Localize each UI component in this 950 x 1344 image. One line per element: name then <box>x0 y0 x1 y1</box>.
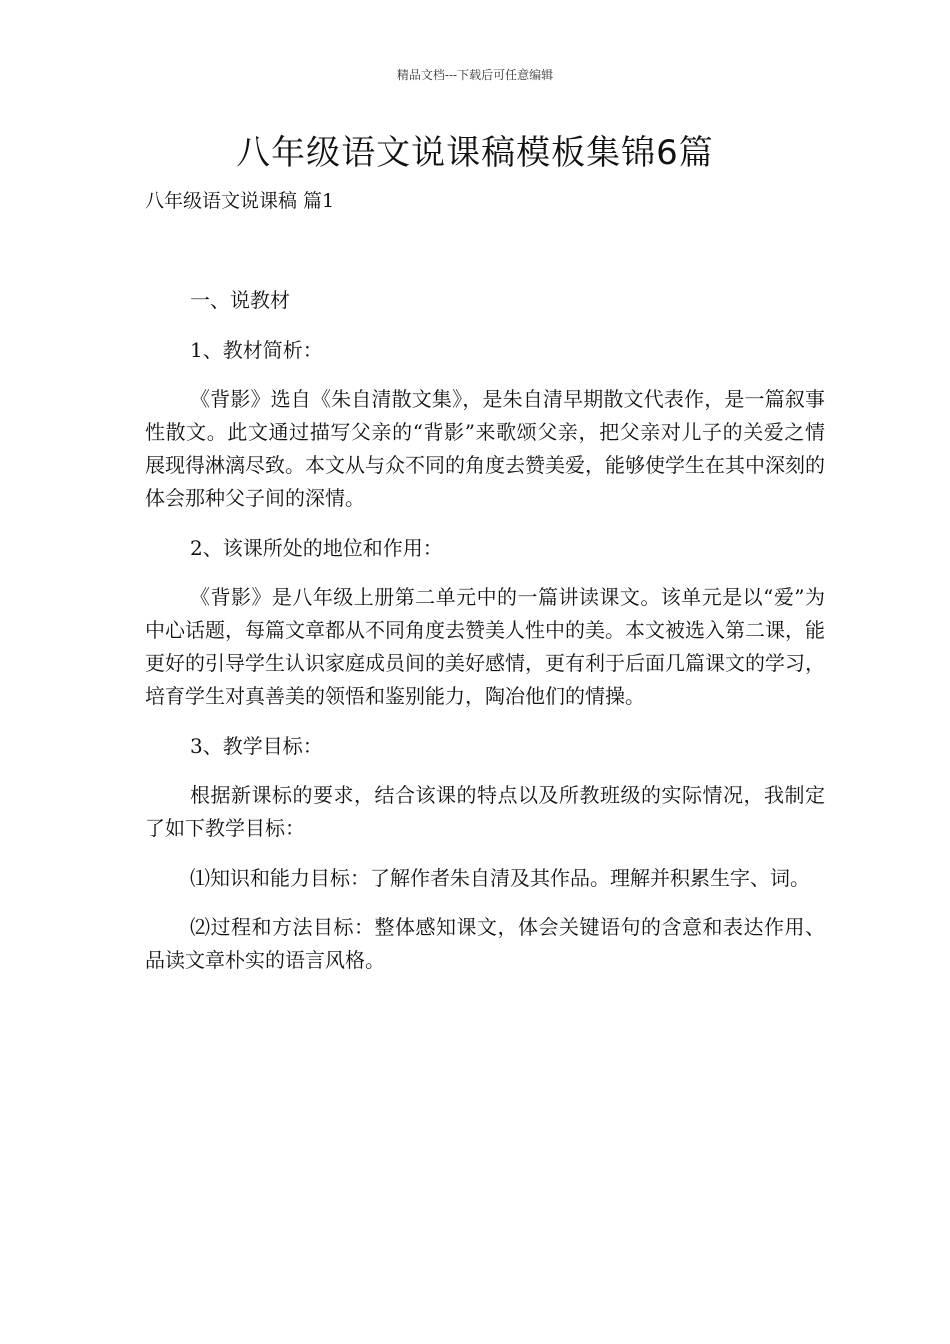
heading-teaching-goals: 3、教学目标： <box>190 733 323 758</box>
document-body <box>145 284 825 994</box>
document-title: 八年级语文说课稿模板集锦6篇 <box>236 133 714 173</box>
heading-say-textbook: 一、说教材 <box>190 288 290 312</box>
goal-knowledge-ability: ⑴知识和能力目标：了解作者朱自清及其作品。理解并积累生字、词。 <box>190 865 810 890</box>
heading-textbook-analysis: 1、教材简析： <box>190 337 323 362</box>
paragraph-teaching-goals: 根据新课标的要求，结合该课的特点以及所教班级的实际情况，我制定了如下教学目标： <box>145 783 825 840</box>
section-subtitle: 八年级语文说课稿 篇1 <box>145 190 335 212</box>
heading-position-and-role: 2、该课所处的地位和作用： <box>190 535 443 560</box>
goal-process-method: ⑵过程和方法目标：整体感知课文，体会关键语句的含意和表达作用、品读文章朴实的语言风格。 <box>145 915 825 972</box>
header-note: 精品文档---下载后可任意编辑 <box>396 68 554 82</box>
paragraph-textbook-analysis: 《背影》选自《朱自清散文集》，是朱自清早期散文代表作，是一篇叙事性散文。此文通过描写父亲的“背影”来歌颂父亲，把父亲对儿子的关爱之情展现得淋漓尽致。本文从与众不同的角度去赞美爱，能够使学生在其中深刻的体会那种父子间的深情。 <box>145 387 825 510</box>
paragraph-position-and-role: 《背影》是八年级上册第二单元中的一篇讲读课文。该单元是以“爱”为中心话题，每篇文章都从不同角度去赞美人性中的美。本文被选入第二课，能更好的引导学生认识家庭成员间的美好感情，更有利于后面几篇课文的学习，培育学生对真善美的领悟和鉴别能力，陶冶他们的情操。 <box>145 585 825 708</box>
